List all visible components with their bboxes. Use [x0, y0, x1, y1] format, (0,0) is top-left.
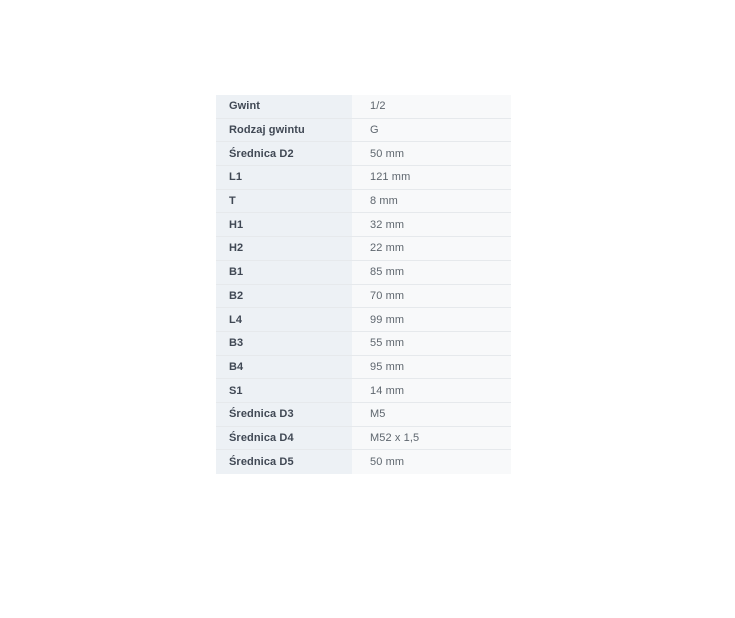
- spec-value: 22 mm: [352, 237, 511, 260]
- spec-value: G: [352, 119, 511, 142]
- spec-value: 50 mm: [352, 142, 511, 165]
- spec-label: Średnica D4: [216, 427, 352, 450]
- spec-label: Średnica D5: [216, 450, 352, 474]
- spec-row: [216, 450, 511, 474]
- spec-row: [216, 213, 511, 237]
- spec-row: [216, 356, 511, 380]
- spec-label: L1: [216, 166, 352, 189]
- spec-label: B2: [216, 285, 352, 308]
- spec-label: T: [216, 190, 352, 213]
- spec-row: [216, 142, 511, 166]
- spec-value: 8 mm: [352, 190, 511, 213]
- spec-label: Średnica D2: [216, 142, 352, 165]
- spec-value: 55 mm: [352, 332, 511, 355]
- spec-row: [216, 427, 511, 451]
- spec-value: 70 mm: [352, 285, 511, 308]
- spec-value: 32 mm: [352, 213, 511, 236]
- spec-label: B4: [216, 356, 352, 379]
- spec-value: 14 mm: [352, 379, 511, 402]
- spec-row: [216, 403, 511, 427]
- spec-value: 99 mm: [352, 308, 511, 331]
- specification-table: [216, 95, 511, 474]
- spec-value: 50 mm: [352, 450, 511, 474]
- spec-value: 85 mm: [352, 261, 511, 284]
- spec-row: [216, 332, 511, 356]
- spec-label: Średnica D3: [216, 403, 352, 426]
- spec-row: [216, 190, 511, 214]
- spec-label: H1: [216, 213, 352, 236]
- spec-row: [216, 308, 511, 332]
- spec-value: 121 mm: [352, 166, 511, 189]
- spec-row: [216, 95, 511, 119]
- spec-row: [216, 166, 511, 190]
- spec-label: Gwint: [216, 95, 352, 118]
- spec-value: 95 mm: [352, 356, 511, 379]
- spec-label: H2: [216, 237, 352, 260]
- spec-row: [216, 261, 511, 285]
- spec-value: M5: [352, 403, 511, 426]
- spec-label: S1: [216, 379, 352, 402]
- spec-row: [216, 285, 511, 309]
- spec-row: [216, 379, 511, 403]
- spec-row: [216, 237, 511, 261]
- spec-label: L4: [216, 308, 352, 331]
- spec-row: [216, 119, 511, 143]
- spec-label: Rodzaj gwintu: [216, 119, 352, 142]
- spec-label: B3: [216, 332, 352, 355]
- spec-value: 1/2: [352, 95, 511, 118]
- spec-value: M52 x 1,5: [352, 427, 511, 450]
- spec-label: B1: [216, 261, 352, 284]
